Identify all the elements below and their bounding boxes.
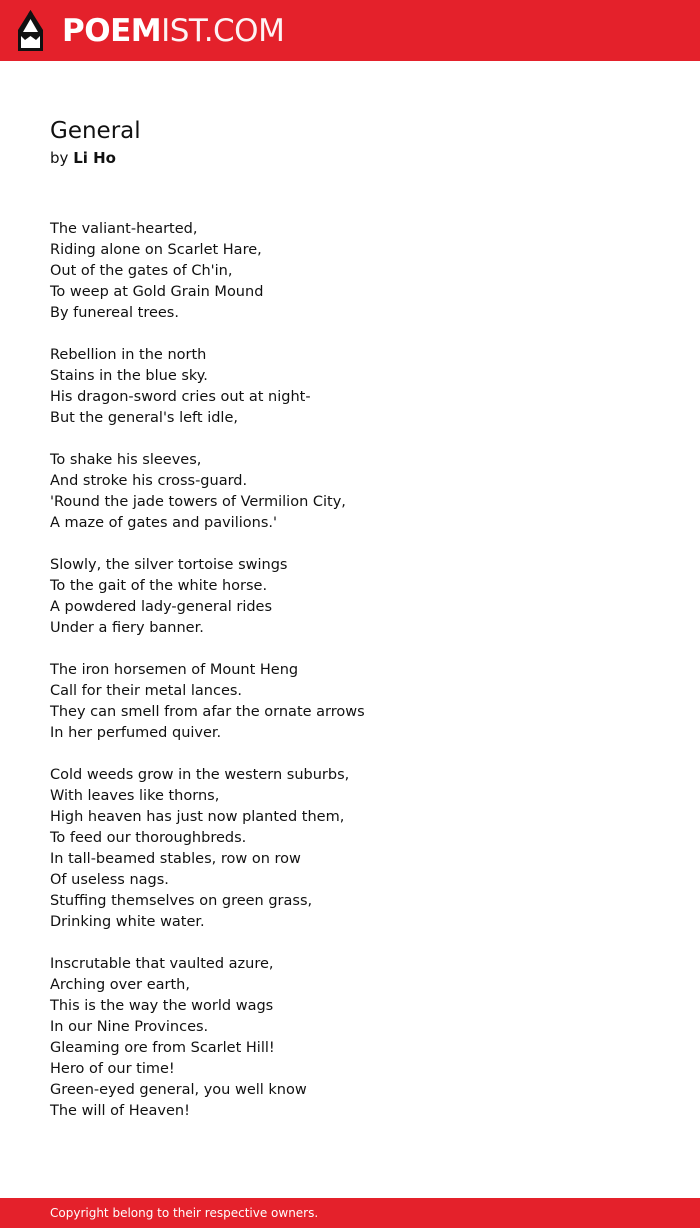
poem-line: Cold weeds grow in the western suburbs, <box>50 767 350 783</box>
by-label: by <box>50 149 69 167</box>
poem-line: Hero of our time! <box>50 1061 175 1077</box>
poem-line: In our Nine Provinces. <box>50 1019 209 1035</box>
poem-line: Drinking white water. <box>50 914 205 930</box>
poem-line: Of useless nags. <box>50 872 169 888</box>
poem-line: Under a fiery banner. <box>50 620 204 636</box>
author-name: Li Ho <box>73 149 116 167</box>
poem-line: Stuffing themselves on green grass, <box>50 893 313 909</box>
poem-line: The valiant-hearted, <box>50 221 198 237</box>
poem-line: Call for their metal lances. <box>50 683 243 699</box>
poem-line: To shake his sleeves, <box>50 452 202 468</box>
poem-line: A powdered lady-general rides <box>50 599 273 615</box>
site-logo[interactable] <box>62 12 284 50</box>
poem-stanza <box>50 765 650 933</box>
poem-line: High heaven has just now planted them, <box>50 809 345 825</box>
poem-line: The iron horsemen of Mount Heng <box>50 662 299 678</box>
poem-line: Slowly, the silver tortoise swings <box>50 557 288 573</box>
poem-stanza <box>50 219 650 324</box>
poem-line: Rebellion in the north <box>50 347 207 363</box>
poem-line: Arching over earth, <box>50 977 190 993</box>
poem-stanza <box>50 450 650 534</box>
logo-light-text: IST.COM <box>161 13 285 49</box>
poem-line: Stains in the blue sky. <box>50 368 208 384</box>
poem-line: By funereal trees. <box>50 305 179 321</box>
poem-body <box>50 219 650 1143</box>
poem-line: Green-eyed general, you well know <box>50 1082 307 1098</box>
byline <box>50 148 116 169</box>
poem-stanza <box>50 660 650 744</box>
poem-line: This is the way the world wags <box>50 998 274 1014</box>
poem-line: And stroke his cross-guard. <box>50 473 248 489</box>
poem-line: To weep at Gold Grain Mound <box>50 284 264 300</box>
poem-line: In her perfumed quiver. <box>50 725 222 741</box>
poem-line: The will of Heaven! <box>50 1103 190 1119</box>
poem-line: To the gait of the white horse. <box>50 578 268 594</box>
pencil-icon[interactable] <box>18 10 43 51</box>
poem-line: To feed our thoroughbreds. <box>50 830 247 846</box>
poem-line: Gleaming ore from Scarlet Hill! <box>50 1040 275 1056</box>
poem-line: They can smell from afar the ornate arrows <box>50 704 365 720</box>
poem-line: 'Round the jade towers of Vermilion City, <box>50 494 346 510</box>
poem-stanza <box>50 954 650 1122</box>
poem-line: His dragon-sword cries out at night- <box>50 389 311 405</box>
poem-line: Inscrutable that vaulted azure, <box>50 956 274 972</box>
poem-title: General <box>50 118 141 144</box>
poem-line: But the general's left idle, <box>50 410 238 426</box>
poem-stanza <box>50 555 650 639</box>
logo-bold-text: POEM <box>62 13 162 49</box>
poem-line: Riding alone on Scarlet Hare, <box>50 242 262 258</box>
poem-line: With leaves like thorns, <box>50 788 220 804</box>
site-header <box>0 0 700 61</box>
poem-stanza <box>50 345 650 429</box>
poem-line: Out of the gates of Ch'in, <box>50 263 233 279</box>
site-footer <box>0 1198 700 1228</box>
copyright-text: Copyright belong to their respective owners. <box>50 1206 319 1220</box>
poem-line: In tall-beamed stables, row on row <box>50 851 301 867</box>
poem-line: A maze of gates and pavilions.' <box>50 515 277 531</box>
